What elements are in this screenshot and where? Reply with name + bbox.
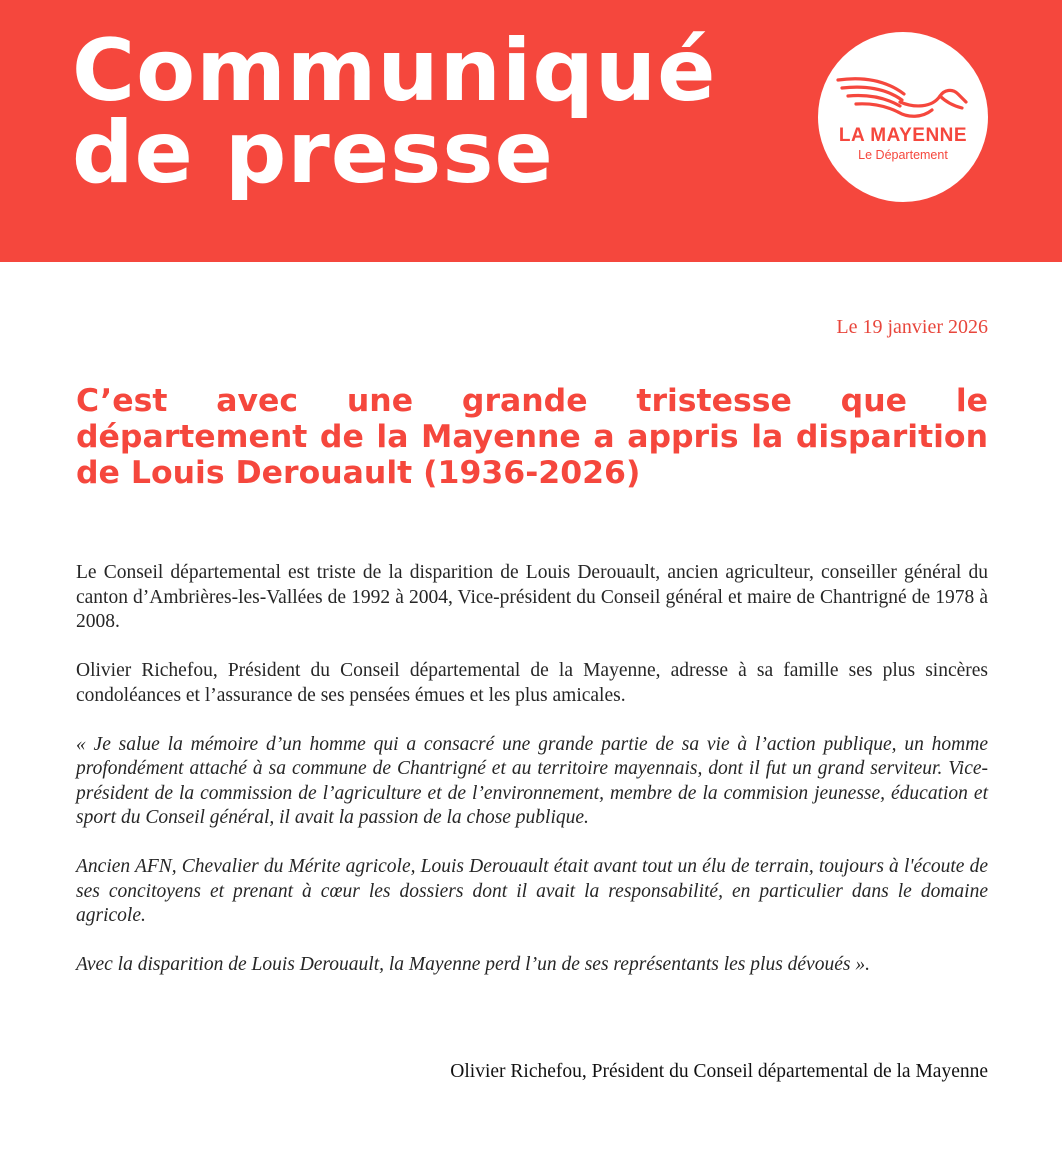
header-banner <box>0 0 1062 262</box>
paragraph-quote-2: Ancien AFN, Chevalier du Mérite agricole, Louis Derouault était avant tout un élu de terrain, toujours à l'écoute de ses concitoyens et prenant à cœur les dossiers dont il avait la responsabilité, en particulier dans le domaine agricole. <box>76 856 988 926</box>
paragraph-intro: Le Conseil départemental est triste de la disparition de Louis Derouault, ancien agriculteur, conseiller général du canton d’Ambrières-les-Vallées de 1992 à 2004, Vice-président du Conseil général et maire de Chantrigné de 1978 à 2008. <box>76 562 988 632</box>
release-date: Le 19 janvier 2026 <box>836 316 988 338</box>
page-title-line-1: Communiqué <box>72 21 717 121</box>
signature: Olivier Richefou, Président du Conseil départemental de la Mayenne <box>450 1061 988 1082</box>
paragraph-condolences: Olivier Richefou, Président du Conseil départemental de la Mayenne, adresse à sa famille ses plus sincères condoléances et l’assurance de ses pensées émues et les plus amicales. <box>76 660 988 706</box>
page-title <box>72 21 717 203</box>
paragraph-quote-3: Avec la disparition de Louis Derouault, la Mayenne perd l’un de ses représentants les plus dévoués ». <box>76 954 870 975</box>
press-release-body <box>76 561 988 1002</box>
page-title-line-2: de presse <box>72 103 554 203</box>
logo-subtitle: Le Département <box>858 148 948 162</box>
paragraph-quote-1: « Je salue la mémoire d’un homme qui a consacré une grande partie de sa vie à l’action publique, un homme profondément attaché à sa commune de Chantrigné et au territoire mayennais, dont il fut un grand serviteur. Vice-président de la commission de l’agriculture et de l’environnement, membre de la commision jeunesse, éducation et sport du Conseil général, il avait la passion de la chose publique. <box>76 733 988 828</box>
logo-name: LA MAYENNE <box>838 125 968 146</box>
winged-horse-icon <box>836 72 970 124</box>
headline: C’est avec une grande tristesse que le département de la Mayenne a appris la disparition de Louis Derouault (1936-2026) <box>76 383 988 491</box>
department-logo <box>818 32 988 202</box>
